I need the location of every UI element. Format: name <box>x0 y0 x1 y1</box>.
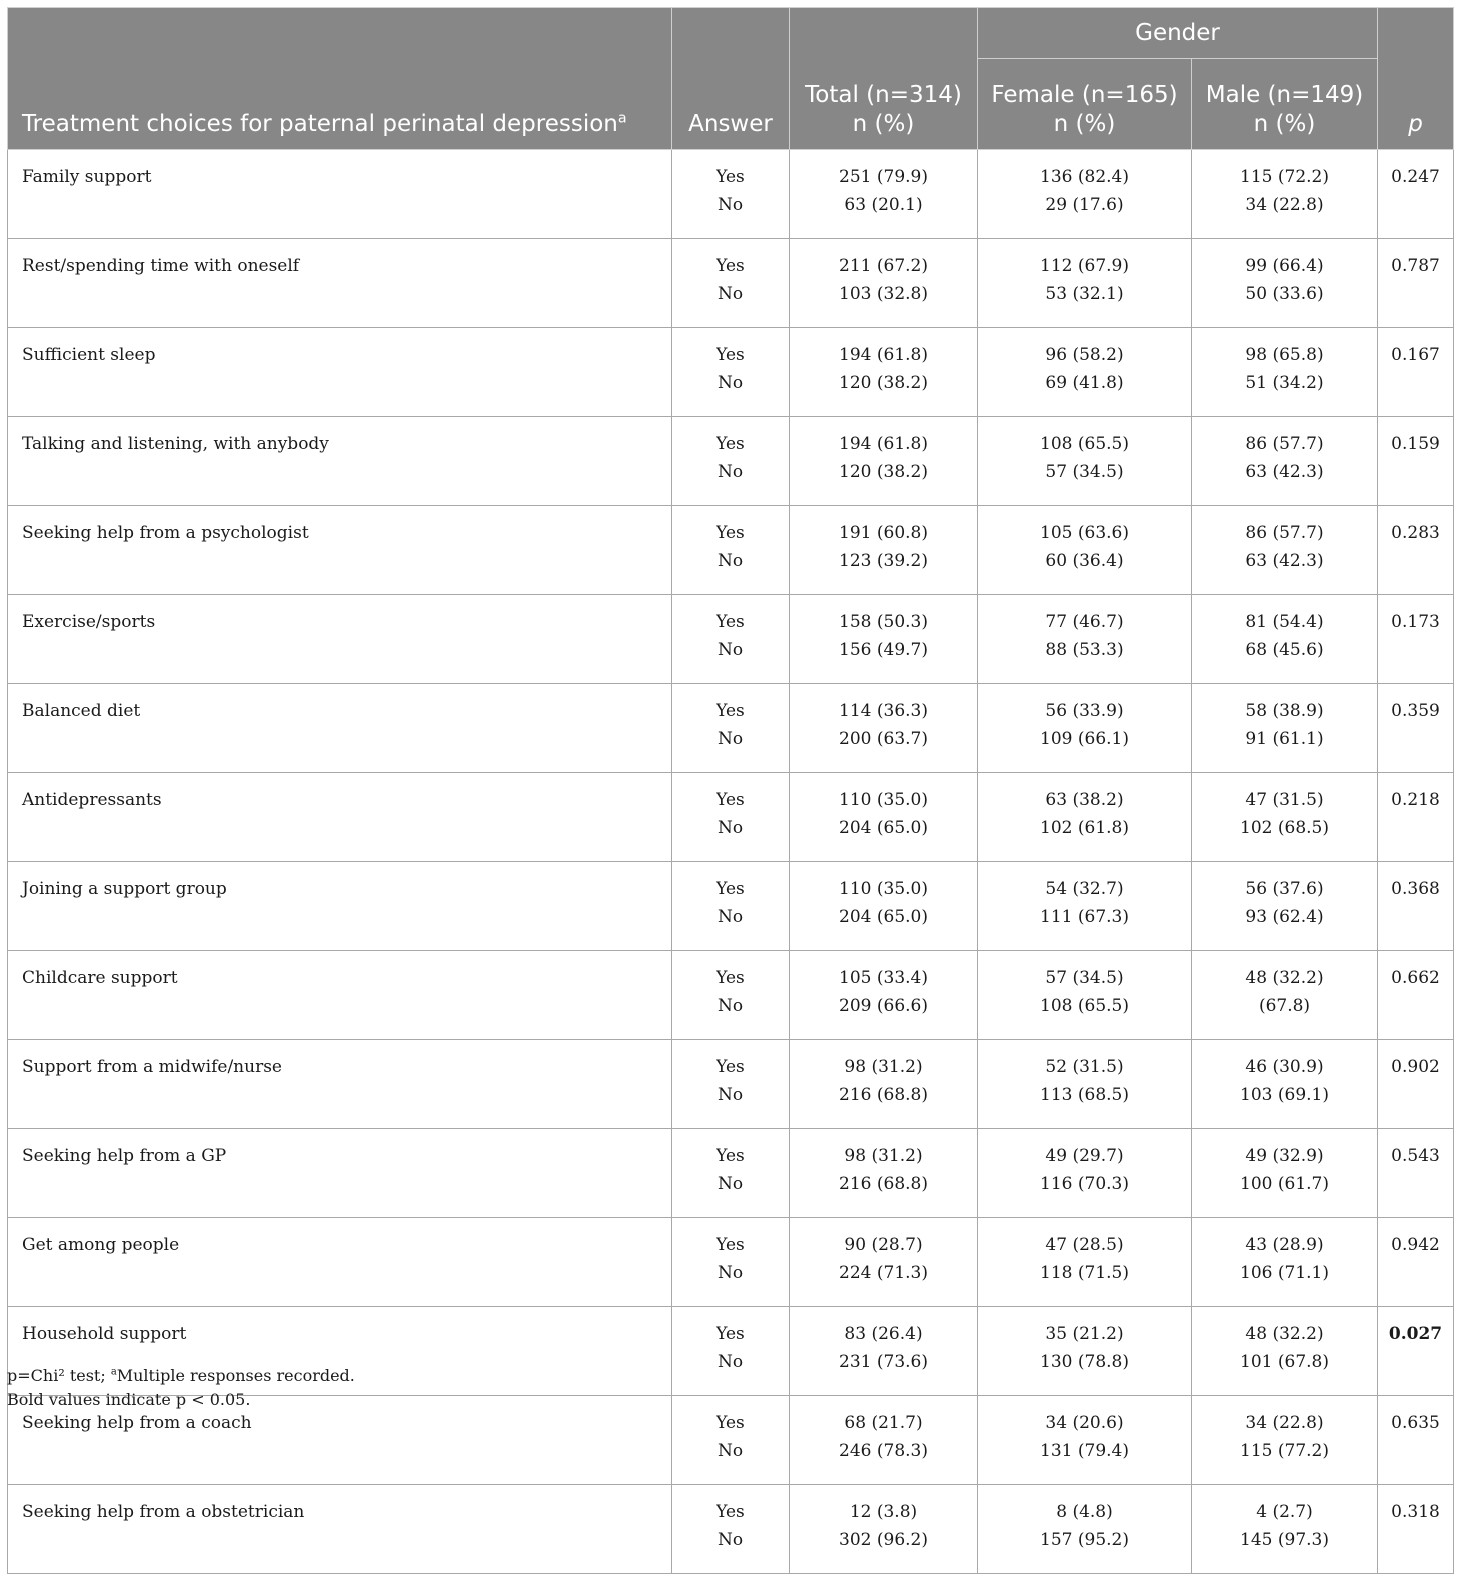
total-no: 120 (38.2) <box>839 373 928 393</box>
row-male <box>1192 1129 1378 1218</box>
female-yes: 57 (34.5) <box>1045 968 1124 988</box>
row-p-value: 0.247 <box>1378 150 1454 239</box>
total-no: 200 (63.7) <box>839 729 928 749</box>
table-container <box>7 7 1453 1574</box>
female-no: 88 (53.3) <box>1045 640 1124 660</box>
row-label: Family support <box>8 150 672 239</box>
table-header <box>8 8 1454 150</box>
answer-yes: Yes <box>716 790 745 810</box>
female-no: 69 (41.8) <box>1045 373 1124 393</box>
total-no: 204 (65.0) <box>839 907 928 927</box>
row-male <box>1192 1040 1378 1129</box>
footnote-test: p=Chi² test; $^a$Multiple responses recorded. <box>7 1366 355 1385</box>
table-footnotes <box>7 1364 355 1412</box>
footnote-bold: Bold values indicate p < 0.05. <box>7 1390 251 1409</box>
row-p-value: 0.159 <box>1378 417 1454 506</box>
female-yes: 34 (20.6) <box>1045 1413 1124 1433</box>
row-answer <box>672 1129 790 1218</box>
row-p-value: 0.283 <box>1378 506 1454 595</box>
row-total <box>790 773 978 862</box>
total-yes: 251 (79.9) <box>839 167 928 187</box>
male-no: 145 (97.3) <box>1240 1530 1329 1550</box>
male-no: 103 (69.1) <box>1240 1085 1329 1105</box>
male-no: 63 (42.3) <box>1245 462 1324 482</box>
row-label: Seeking help from a coach <box>8 1396 672 1485</box>
row-female <box>978 328 1192 417</box>
header-treatment: Treatment choices for paternal perinatal depression$^a$ <box>8 8 672 150</box>
row-total <box>790 862 978 951</box>
table-row <box>8 595 1454 684</box>
answer-yes: Yes <box>716 1324 745 1344</box>
row-label: Balanced diet <box>8 684 672 773</box>
answer-yes: Yes <box>716 345 745 365</box>
female-yes: 136 (82.4) <box>1040 167 1129 187</box>
row-female <box>978 417 1192 506</box>
answer-no: No <box>717 907 744 927</box>
row-total <box>790 239 978 328</box>
row-male <box>1192 506 1378 595</box>
total-no: 63 (20.1) <box>844 195 923 215</box>
row-answer <box>672 417 790 506</box>
row-male <box>1192 1307 1378 1396</box>
treatment-choices-table <box>7 7 1454 1574</box>
table-row <box>8 773 1454 862</box>
female-yes: 52 (31.5) <box>1045 1057 1124 1077</box>
table-row <box>8 1129 1454 1218</box>
male-no: 51 (34.2) <box>1245 373 1324 393</box>
answer-no: No <box>717 1352 744 1372</box>
table-body <box>8 150 1454 1574</box>
row-p-value: 0.167 <box>1378 328 1454 417</box>
male-yes: 49 (32.9) <box>1245 1146 1324 1166</box>
female-yes: 105 (63.6) <box>1040 523 1129 543</box>
row-total <box>790 328 978 417</box>
male-no: 63 (42.3) <box>1245 551 1324 571</box>
row-answer <box>672 684 790 773</box>
male-yes: 47 (31.5) <box>1245 790 1324 810</box>
answer-no: No <box>717 818 744 838</box>
row-p-value: 0.942 <box>1378 1218 1454 1307</box>
male-yes: 56 (37.6) <box>1245 879 1324 899</box>
answer-yes: Yes <box>716 523 745 543</box>
total-yes: 110 (35.0) <box>839 790 928 810</box>
answer-yes: Yes <box>716 434 745 454</box>
answer-yes: Yes <box>716 1235 745 1255</box>
answer-no: No <box>717 373 744 393</box>
row-answer <box>672 773 790 862</box>
table-row <box>8 506 1454 595</box>
total-yes: 98 (31.2) <box>844 1057 923 1077</box>
female-yes: 35 (21.2) <box>1045 1324 1124 1344</box>
female-no: 157 (95.2) <box>1040 1530 1129 1550</box>
answer-yes: Yes <box>716 879 745 899</box>
table-row <box>8 239 1454 328</box>
row-total <box>790 1218 978 1307</box>
row-answer <box>672 862 790 951</box>
male-yes: 58 (38.9) <box>1245 701 1324 721</box>
row-answer <box>672 951 790 1040</box>
row-answer <box>672 1396 790 1485</box>
female-yes: 54 (32.7) <box>1045 879 1124 899</box>
row-total <box>790 506 978 595</box>
female-no: 108 (65.5) <box>1040 996 1129 1016</box>
row-p-value: 0.359 <box>1378 684 1454 773</box>
row-female <box>978 773 1192 862</box>
male-yes: 81 (54.4) <box>1245 612 1324 632</box>
male-yes: 34 (22.8) <box>1245 1413 1324 1433</box>
male-no: 34 (22.8) <box>1245 195 1324 215</box>
table-row <box>8 1040 1454 1129</box>
total-no: 302 (96.2) <box>839 1530 928 1550</box>
row-female <box>978 1396 1192 1485</box>
row-total <box>790 951 978 1040</box>
male-yes: 99 (66.4) <box>1245 256 1324 276</box>
answer-yes: Yes <box>716 167 745 187</box>
total-yes: 68 (21.7) <box>844 1413 923 1433</box>
header-total: Total (n=314) n (%) <box>790 8 978 150</box>
female-yes: 63 (38.2) <box>1045 790 1124 810</box>
row-female <box>978 1129 1192 1218</box>
female-yes: 108 (65.5) <box>1040 434 1129 454</box>
row-answer <box>672 239 790 328</box>
total-no: 103 (32.8) <box>839 284 928 304</box>
row-male <box>1192 1218 1378 1307</box>
female-no: 113 (68.5) <box>1040 1085 1129 1105</box>
row-p-value: 0.902 <box>1378 1040 1454 1129</box>
row-p-value: 0.787 <box>1378 239 1454 328</box>
row-total <box>790 1129 978 1218</box>
total-no: 209 (66.6) <box>839 996 928 1016</box>
answer-yes: Yes <box>716 1146 745 1166</box>
header-female: Female (n=165) n (%) <box>978 59 1192 150</box>
male-no: (67.8) <box>1258 996 1311 1016</box>
row-p-value: 0.173 <box>1378 595 1454 684</box>
male-no: 102 (68.5) <box>1240 818 1329 838</box>
row-female <box>978 239 1192 328</box>
male-no: 91 (61.1) <box>1245 729 1324 749</box>
answer-no: No <box>717 1263 744 1283</box>
row-male <box>1192 595 1378 684</box>
male-no: 50 (33.6) <box>1245 284 1324 304</box>
female-no: 130 (78.8) <box>1040 1352 1129 1372</box>
male-yes: 86 (57.7) <box>1245 434 1324 454</box>
row-p-value: 0.662 <box>1378 951 1454 1040</box>
row-answer <box>672 1040 790 1129</box>
row-total <box>790 150 978 239</box>
row-label: Antidepressants <box>8 773 672 862</box>
row-male <box>1192 684 1378 773</box>
row-label: Seeking help from a obstetrician <box>8 1485 672 1574</box>
row-male <box>1192 1396 1378 1485</box>
row-p-value: 0.218 <box>1378 773 1454 862</box>
answer-yes: Yes <box>716 701 745 721</box>
male-no: 100 (61.7) <box>1240 1174 1329 1194</box>
row-label: Childcare support <box>8 951 672 1040</box>
header-male: Male (n=149) n (%) <box>1192 59 1378 150</box>
answer-yes: Yes <box>716 1057 745 1077</box>
female-no: 60 (36.4) <box>1045 551 1124 571</box>
table-row <box>8 150 1454 239</box>
row-female <box>978 951 1192 1040</box>
total-yes: 211 (67.2) <box>839 256 928 276</box>
total-yes: 110 (35.0) <box>839 879 928 899</box>
table-row <box>8 1218 1454 1307</box>
female-no: 102 (61.8) <box>1040 818 1129 838</box>
row-p-value: 0.027 <box>1378 1307 1454 1396</box>
total-no: 156 (49.7) <box>839 640 928 660</box>
row-label: Joining a support group <box>8 862 672 951</box>
male-no: 101 (67.8) <box>1240 1352 1329 1372</box>
row-female <box>978 1307 1192 1396</box>
female-no: 57 (34.5) <box>1045 462 1124 482</box>
female-no: 111 (67.3) <box>1040 907 1129 927</box>
table-row <box>8 862 1454 951</box>
answer-no: No <box>717 1530 744 1550</box>
answer-yes: Yes <box>716 968 745 988</box>
answer-yes: Yes <box>716 256 745 276</box>
total-yes: 191 (60.8) <box>839 523 928 543</box>
total-yes: 12 (3.8) <box>849 1502 918 1522</box>
female-yes: 77 (46.7) <box>1045 612 1124 632</box>
total-no: 246 (78.3) <box>839 1441 928 1461</box>
row-female <box>978 150 1192 239</box>
row-p-value: 0.318 <box>1378 1485 1454 1574</box>
total-yes: 194 (61.8) <box>839 434 928 454</box>
answer-no: No <box>717 195 744 215</box>
row-male <box>1192 417 1378 506</box>
row-total <box>790 684 978 773</box>
row-answer <box>672 506 790 595</box>
row-male <box>1192 773 1378 862</box>
male-yes: 115 (72.2) <box>1240 167 1329 187</box>
row-label: Rest/spending time with oneself <box>8 239 672 328</box>
table-row <box>8 684 1454 773</box>
row-total <box>790 1307 978 1396</box>
row-male <box>1192 239 1378 328</box>
row-label: Household support <box>8 1307 672 1396</box>
total-no: 204 (65.0) <box>839 818 928 838</box>
answer-no: No <box>717 284 744 304</box>
row-male <box>1192 1485 1378 1574</box>
total-yes: 105 (33.4) <box>839 968 928 988</box>
row-male <box>1192 951 1378 1040</box>
row-female <box>978 1485 1192 1574</box>
answer-no: No <box>717 729 744 749</box>
male-yes: 48 (32.2) <box>1245 968 1324 988</box>
row-answer <box>672 150 790 239</box>
row-answer <box>672 1307 790 1396</box>
total-no: 120 (38.2) <box>839 462 928 482</box>
answer-no: No <box>717 551 744 571</box>
female-yes: 49 (29.7) <box>1045 1146 1124 1166</box>
row-p-value: 0.543 <box>1378 1129 1454 1218</box>
row-male <box>1192 328 1378 417</box>
total-yes: 90 (28.7) <box>844 1235 923 1255</box>
row-total <box>790 1396 978 1485</box>
male-no: 93 (62.4) <box>1245 907 1324 927</box>
total-no: 216 (68.8) <box>839 1174 928 1194</box>
row-answer <box>672 328 790 417</box>
male-yes: 4 (2.7) <box>1256 1502 1313 1522</box>
total-no: 231 (73.6) <box>839 1352 928 1372</box>
male-yes: 86 (57.7) <box>1245 523 1324 543</box>
row-female <box>978 684 1192 773</box>
answer-no: No <box>717 1085 744 1105</box>
female-yes: 112 (67.9) <box>1040 256 1129 276</box>
male-yes: 48 (32.2) <box>1245 1324 1324 1344</box>
row-answer <box>672 595 790 684</box>
answer-no: No <box>717 1174 744 1194</box>
row-answer <box>672 1485 790 1574</box>
male-yes: 46 (30.9) <box>1245 1057 1324 1077</box>
male-no: 68 (45.6) <box>1245 640 1324 660</box>
total-no: 123 (39.2) <box>839 551 928 571</box>
female-no: 29 (17.6) <box>1045 195 1124 215</box>
answer-yes: Yes <box>716 1413 745 1433</box>
row-female <box>978 1218 1192 1307</box>
female-yes: 56 (33.9) <box>1045 701 1124 721</box>
row-label: Talking and listening, with anybody <box>8 417 672 506</box>
row-label: Seeking help from a psychologist <box>8 506 672 595</box>
row-total <box>790 1040 978 1129</box>
answer-no: No <box>717 462 744 482</box>
row-label: Support from a midwife/nurse <box>8 1040 672 1129</box>
row-total <box>790 417 978 506</box>
row-label: Sufficient sleep <box>8 328 672 417</box>
row-female <box>978 862 1192 951</box>
female-no: 53 (32.1) <box>1045 284 1124 304</box>
row-female <box>978 595 1192 684</box>
row-female <box>978 506 1192 595</box>
total-yes: 114 (36.3) <box>839 701 928 721</box>
table-row <box>8 1485 1454 1574</box>
table-row <box>8 417 1454 506</box>
row-total <box>790 1485 978 1574</box>
answer-yes: Yes <box>716 1502 745 1522</box>
row-label: Get among people <box>8 1218 672 1307</box>
row-male <box>1192 862 1378 951</box>
female-no: 131 (79.4) <box>1040 1441 1129 1461</box>
male-no: 106 (71.1) <box>1240 1263 1329 1283</box>
row-answer <box>672 1218 790 1307</box>
row-male <box>1192 150 1378 239</box>
row-female <box>978 1040 1192 1129</box>
female-yes: 96 (58.2) <box>1045 345 1124 365</box>
header-gender: Gender <box>978 8 1378 59</box>
row-p-value: 0.368 <box>1378 862 1454 951</box>
row-total <box>790 595 978 684</box>
female-no: 109 (66.1) <box>1040 729 1129 749</box>
header-answer: Answer <box>672 8 790 150</box>
female-no: 118 (71.5) <box>1040 1263 1129 1283</box>
table-row <box>8 328 1454 417</box>
total-no: 224 (71.3) <box>839 1263 928 1283</box>
row-label: Exercise/sports <box>8 595 672 684</box>
total-yes: 158 (50.3) <box>839 612 928 632</box>
answer-no: No <box>717 640 744 660</box>
row-p-value: 0.635 <box>1378 1396 1454 1485</box>
answer-yes: Yes <box>716 612 745 632</box>
female-no: 116 (70.3) <box>1040 1174 1129 1194</box>
male-yes: 43 (28.9) <box>1245 1235 1324 1255</box>
female-yes: 8 (4.8) <box>1056 1502 1113 1522</box>
row-label: Seeking help from a GP <box>8 1129 672 1218</box>
table-row <box>8 951 1454 1040</box>
answer-no: No <box>717 1441 744 1461</box>
male-no: 115 (77.2) <box>1240 1441 1329 1461</box>
header-p: p <box>1378 8 1454 150</box>
total-yes: 83 (26.4) <box>844 1324 923 1344</box>
answer-no: No <box>717 996 744 1016</box>
total-no: 216 (68.8) <box>839 1085 928 1105</box>
female-yes: 47 (28.5) <box>1045 1235 1124 1255</box>
total-yes: 98 (31.2) <box>844 1146 923 1166</box>
male-yes: 98 (65.8) <box>1245 345 1324 365</box>
total-yes: 194 (61.8) <box>839 345 928 365</box>
